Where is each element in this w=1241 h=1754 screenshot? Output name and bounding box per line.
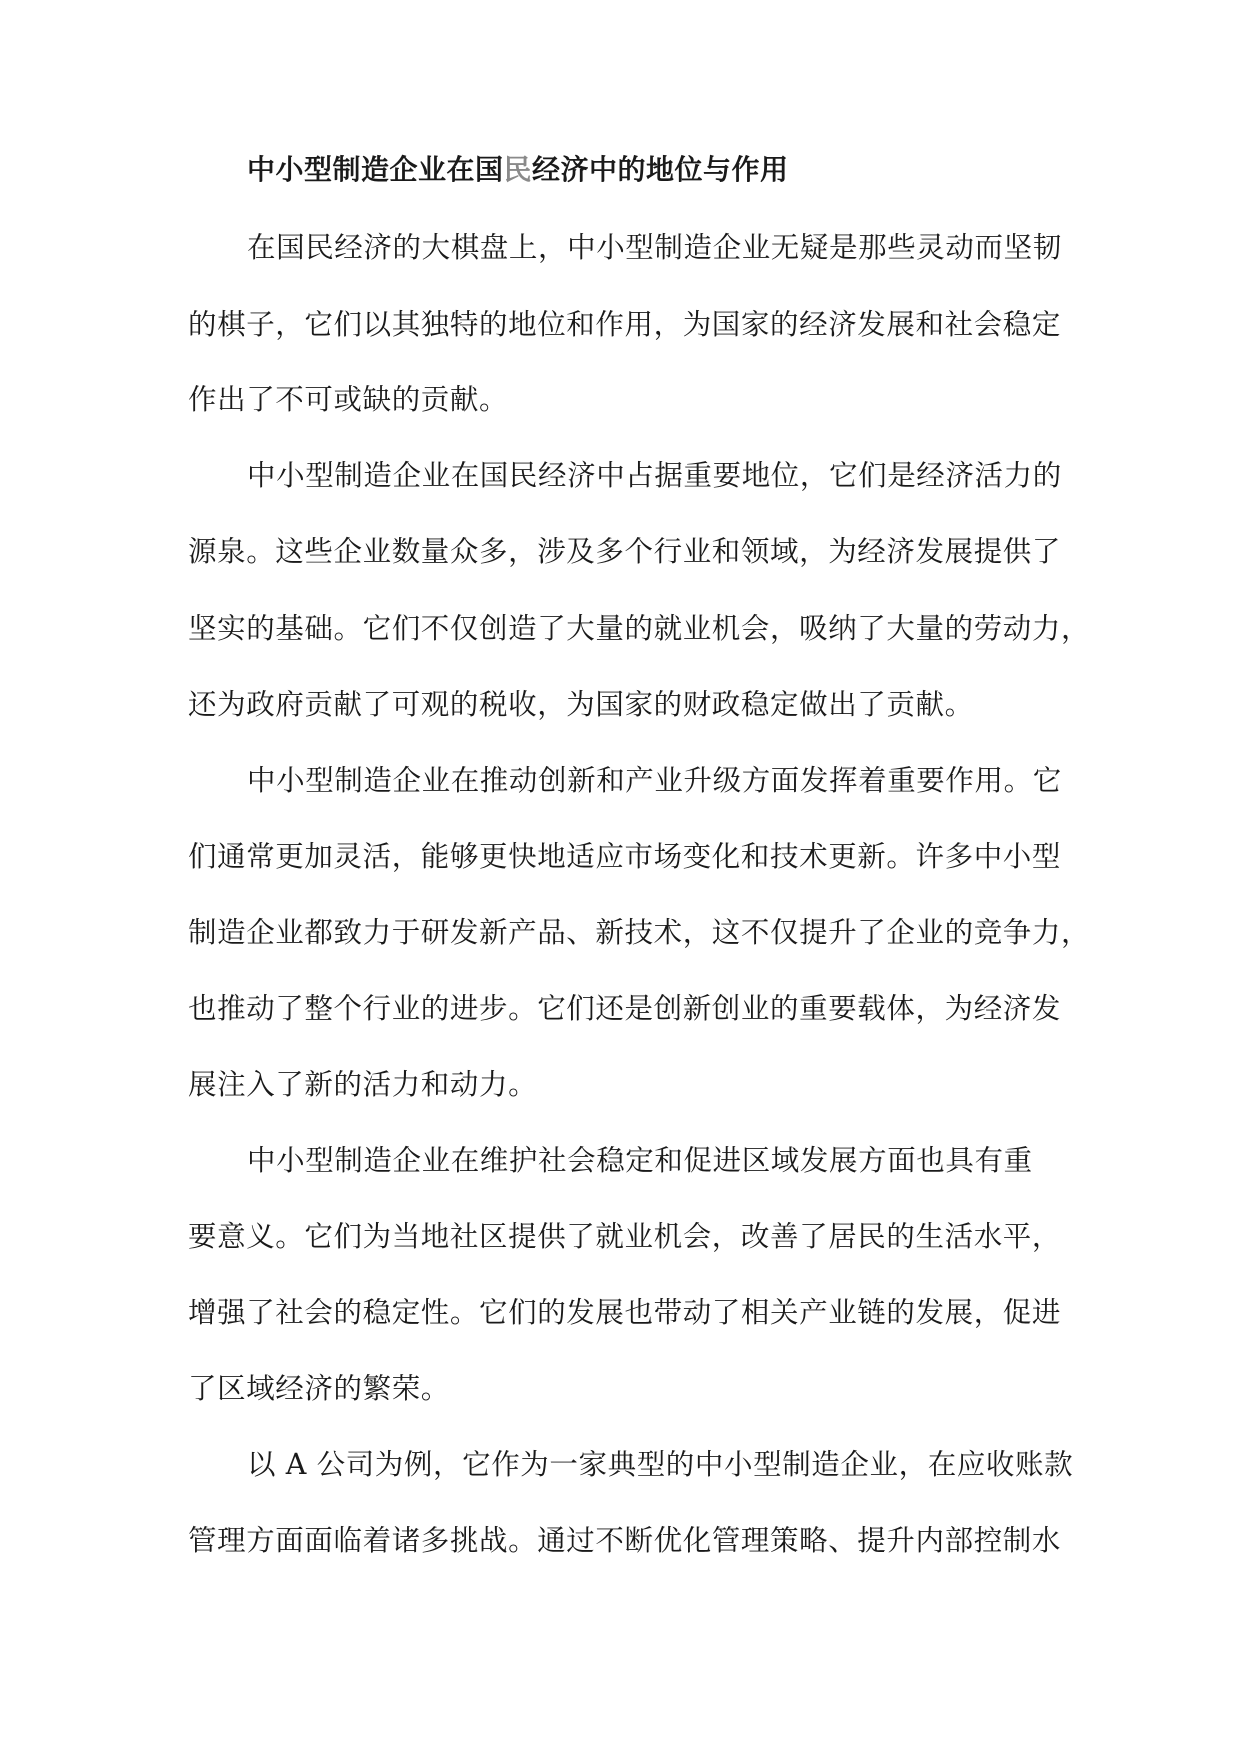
paragraph-5-line-2: 管理方面面临着诸多挑战。通过不断优化管理策略、提升内部控制水 xyxy=(188,1524,1062,1557)
paragraph-2-line-2: 源泉。这些企业数量众多，涉及多个行业和领域，为经济发展提供了 xyxy=(188,535,1062,568)
paragraph-1-line-3: 作出了不可或缺的贡献。 xyxy=(188,383,509,416)
paragraph-4-line-1: 中小型制造企业在维护社会稳定和促进区域发展方面也具有重 xyxy=(247,1144,1033,1177)
paragraph-3-line-5: 展注入了新的活力和动力。 xyxy=(188,1068,538,1101)
paragraph-3-line-4: 也推动了整个行业的进步。它们还是创新创业的重要载体，为经济发 xyxy=(188,992,1062,1025)
title-part-1: 中小型制造企业在国 xyxy=(247,153,504,186)
paragraph-5-line-1: 以 A 公司为例，它作为一家典型的中小型制造企业，在应收账款 xyxy=(247,1448,1074,1481)
paragraph-4-line-3: 增强了社会的稳定性。它们的发展也带动了相关产业链的发展，促进 xyxy=(188,1296,1062,1329)
paragraph-1-line-2: 的棋子，它们以其独特的地位和作用，为国家的经济发展和社会稳定 xyxy=(188,308,1062,341)
paragraph-2-line-1: 中小型制造企业在国民经济中占据重要地位，它们是经济活力的 xyxy=(247,459,1062,492)
paragraph-3-line-2: 们通常更加灵活，能够更快地适应市场变化和技术更新。许多中小型 xyxy=(188,840,1062,873)
title-faded-char: 民 xyxy=(503,153,533,186)
paragraph-2-line-3: 坚实的基础。它们不仅创造了大量的就业机会，吸纳了大量的劳动力， xyxy=(188,612,1091,645)
title-part-2: 经济中的地位与作用 xyxy=(532,153,789,186)
paragraph-3-line-3: 制造企业都致力于研发新产品、新技术，这不仅提升了企业的竞争力， xyxy=(188,916,1091,949)
paragraph-4-line-2: 要意义。它们为当地社区提供了就业机会，改善了居民的生活水平， xyxy=(188,1220,1062,1253)
paragraph-4-line-4: 了区域经济的繁荣。 xyxy=(188,1372,450,1405)
paragraph-3-line-1: 中小型制造企业在推动创新和产业升级方面发挥着重要作用。它 xyxy=(247,764,1062,797)
document-title xyxy=(247,150,789,190)
paragraph-1-line-1: 在国民经济的大棋盘上，中小型制造企业无疑是那些灵动而坚韧 xyxy=(247,231,1062,264)
paragraph-2-line-4: 还为政府贡献了可观的税收，为国家的财政稳定做出了贡献。 xyxy=(188,688,974,721)
